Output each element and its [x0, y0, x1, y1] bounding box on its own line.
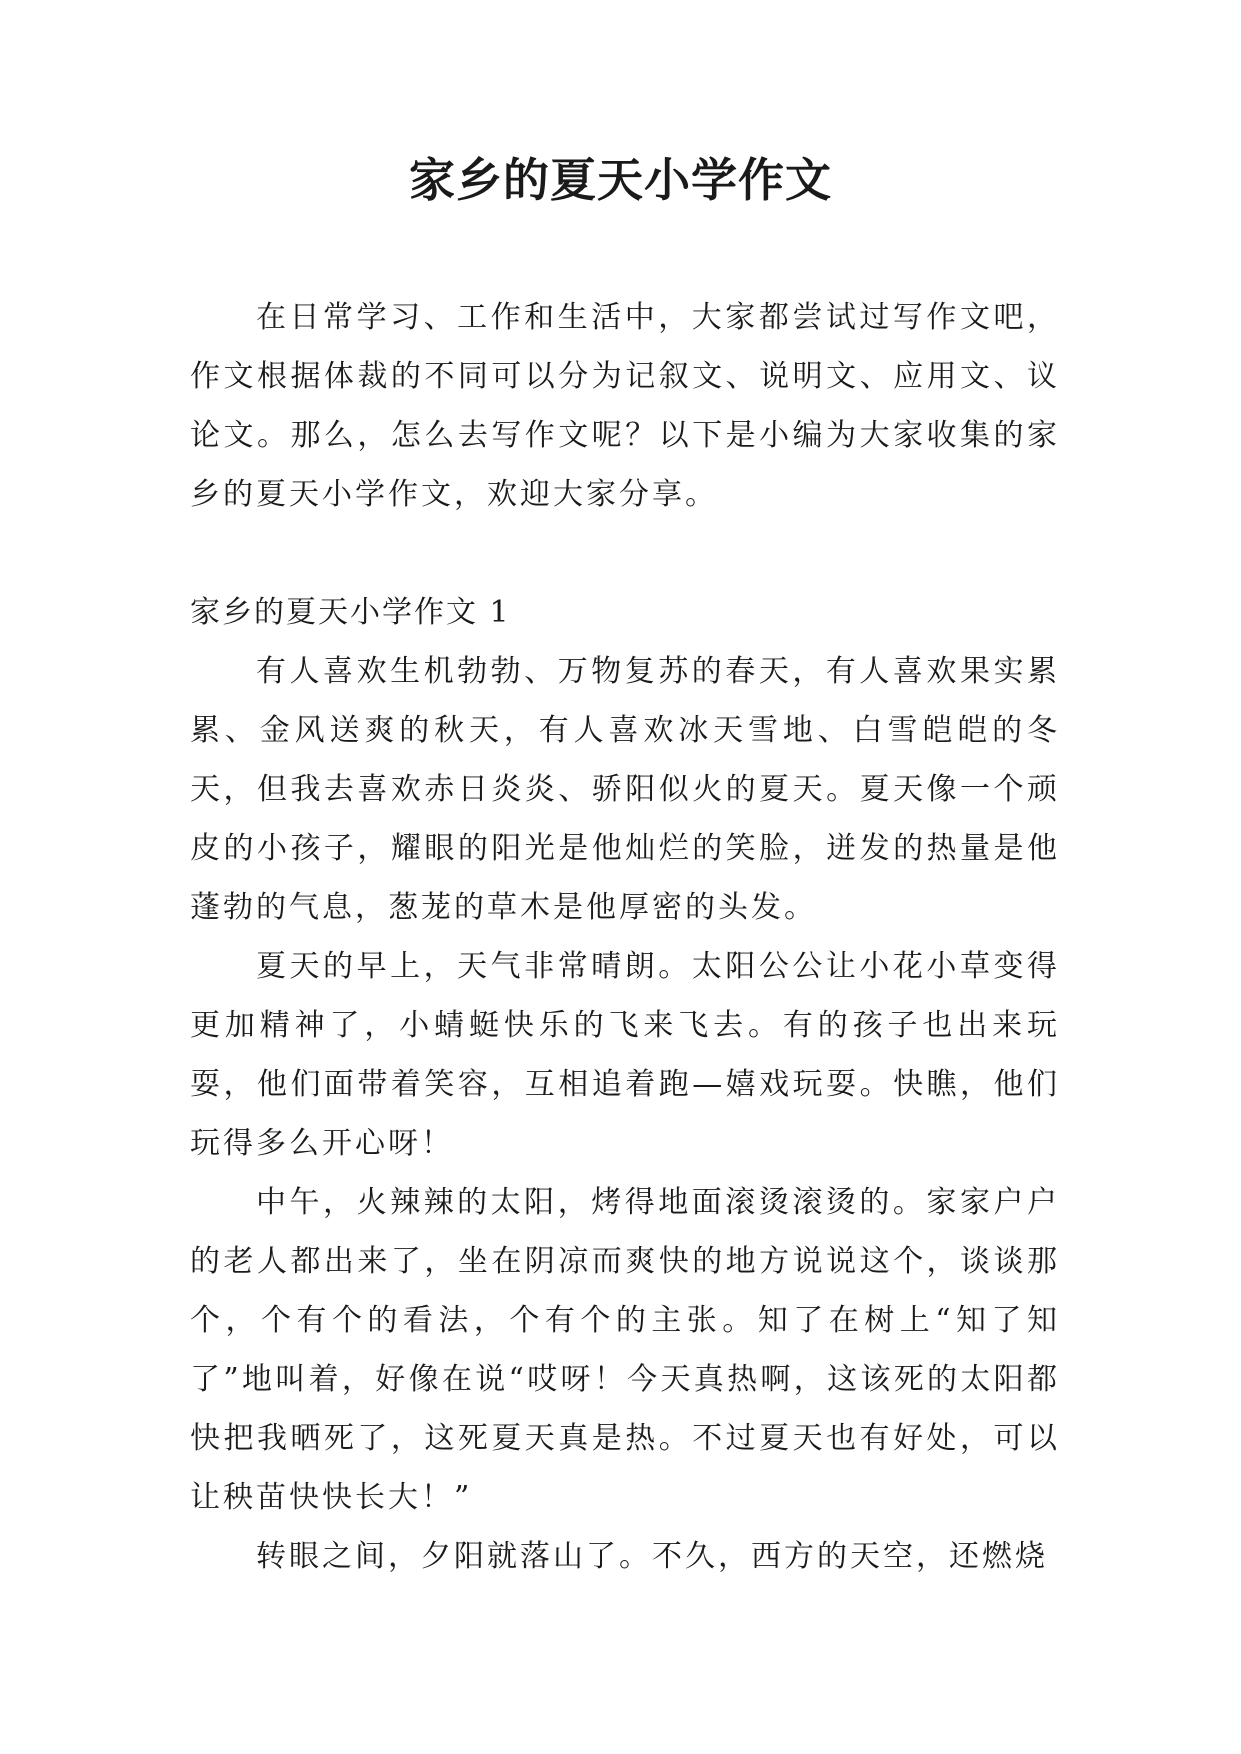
intro-paragraph: 在日常学习、工作和生活中，大家都尝试过写作文吧，作文根据体裁的不同可以分为记叙文、说明文、应用文、议论文。那么，怎么去写作文呢？以下是小编为大家收集的家乡的夏天小学作文，欢迎大家分享。: [190, 300, 1060, 512]
body-paragraph: 夏天的早上，天气非常晴朗。太阳公公让小花小草变得更加精神了，小蜻蜓快乐的飞来飞去。有的孩子也出来玩耍，他们面带着笑容，互相追着跑—嬉戏玩耍。快瞧，他们玩得多么开心呀！: [190, 949, 1060, 1161]
document-body: [190, 288, 1060, 1586]
body-paragraph: 有人喜欢生机勃勃、万物复苏的春天，有人喜欢果实累累、金风送爽的秋天，有人喜欢冰天雪地、白雪皑皑的冬天，但我去喜欢赤日炎炎、骄阳似火的夏天。夏天像一个顽皮的小孩子，耀眼的阳光是他灿烂的笑脸，迸发的热量是他蓬勃的气息，葱茏的草木是他厚密的头发。: [190, 654, 1060, 925]
document-title: 家乡的夏天小学作文: [409, 153, 832, 207]
paragraph-spacer: [190, 524, 1060, 583]
body-paragraph: 中午，火辣辣的太阳，烤得地面滚烫滚烫的。家家户户的老人都出来了，坐在阴凉而爽快的地方说说这个，谈谈那个，个有个的看法，个有个的主张。知了在树上“知了知了”地叫着，好像在说“哎呀！今天真热啊，这该死的太阳都快把我晒死了，这死夏天真是热。不过夏天也有好处，可以让秧苗快快长大！”: [190, 1185, 1060, 1515]
body-paragraph: 转眼之间，夕阳就落山了。不久，西方的天空，还燃烧: [256, 1539, 1048, 1574]
section-heading: 家乡的夏天小学作文 1: [190, 595, 511, 630]
